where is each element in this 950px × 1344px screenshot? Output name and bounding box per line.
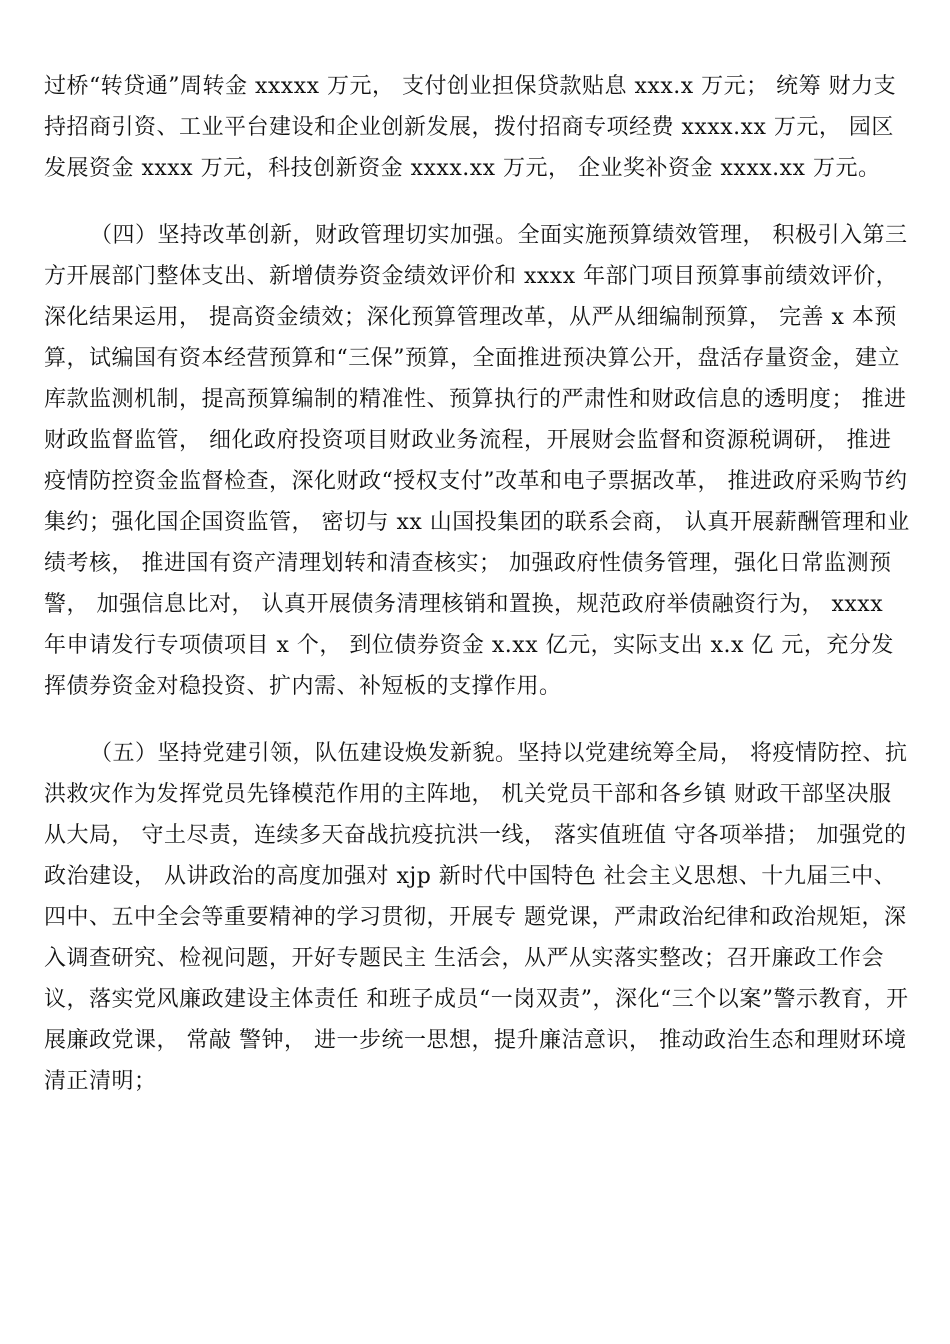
paragraph-funds-allocation: 过桥“转贷通”周转金 xxxxx 万元， 支付创业担保贷款贴息 xxx.x 万元； 统筹 财力支持招商引资、工业平台建设和企业创新发展，拨付招商专项经费 xxxx.xx 万元， 园区发展资金 xxxx 万元，科技创新资金 xxxx.xx 万元， 企业奖补资金 xxxx.xx 万元。 (44, 74, 897, 181)
paragraph-party-building: （五）坚持党建引领，队伍建设焕发新貌。坚持以党建统筹全局， 将疫情防控、抗洪救灾作为发挥党员先锋模范作用的主阵地， 机关党员干部和各乡镇 财政干部坚决服从大局， 守土尽责，连续多天奋战抗疫抗洪一线， 落实值班值 守各项举措； 加强党的政治建设， 从讲政治的高度加强对 xjp 新时代中国特色 社会主义思想、十九届三中、四中、五中全会等重要精神的学习贯彻，开展专 题党课，严肃政治纪律和政治规矩，深入调查研究、检视问题，开好专题民主 生活会，从严从实落实整改；召开廉政工作会议，落实党风廉政建设主体责任 和班子成员“一岗双责”，深化“三个以案”警示教育，开展廉政党课， 常敲 警钟， 进一步统一思想，提升廉洁意识， 推动政治生态和理财环境清正清明； (44, 741, 909, 1094)
paragraph-reform-innovation: （四）坚持改革创新，财政管理切实加强。全面实施预算绩效管理， 积极引入第三方开展部门整体支出、新增债券资金绩效评价和 xxxx 年部门项目预算事前绩效评价， 深化结果运用， 提高资金绩效；深化预算管理改革，从严从细编制预算， 完善 x 本预算，试编国有资本经营预算和“三保”预算，全面推进预决算公开，盘活存量资金，建立库款监测机制，提高预算编制的精准性、预算执行的严肃性和财政信息的透明度； 推进财政监督监管， 细化政府投资项目财政业务流程，开展财会监督和资源税调研， 推进疫情防控资金监督检查，深化财政“授权支付”改革和电子票据改革， 推进政府采购节约集约；强化国企国资监管， 密切与 xx 山国投集团的联系会商， 认真开展薪酬管理和业绩考核， 推进国有资产清理划转和清查核实； 加强政府性债务管理，强化日常监测预警， 加强信息比对， 认真开展债务清理核销和置换，规范政府举债融资行为， xxxx 年申请发行专项债项目 x 个， 到位债券资金 x.xx 亿元，实际支出 x.x 亿 元，充分发挥债券资金对稳投资、扩内需、补短板的支撑作用。 (44, 223, 910, 699)
document-page (44, 66, 910, 1102)
